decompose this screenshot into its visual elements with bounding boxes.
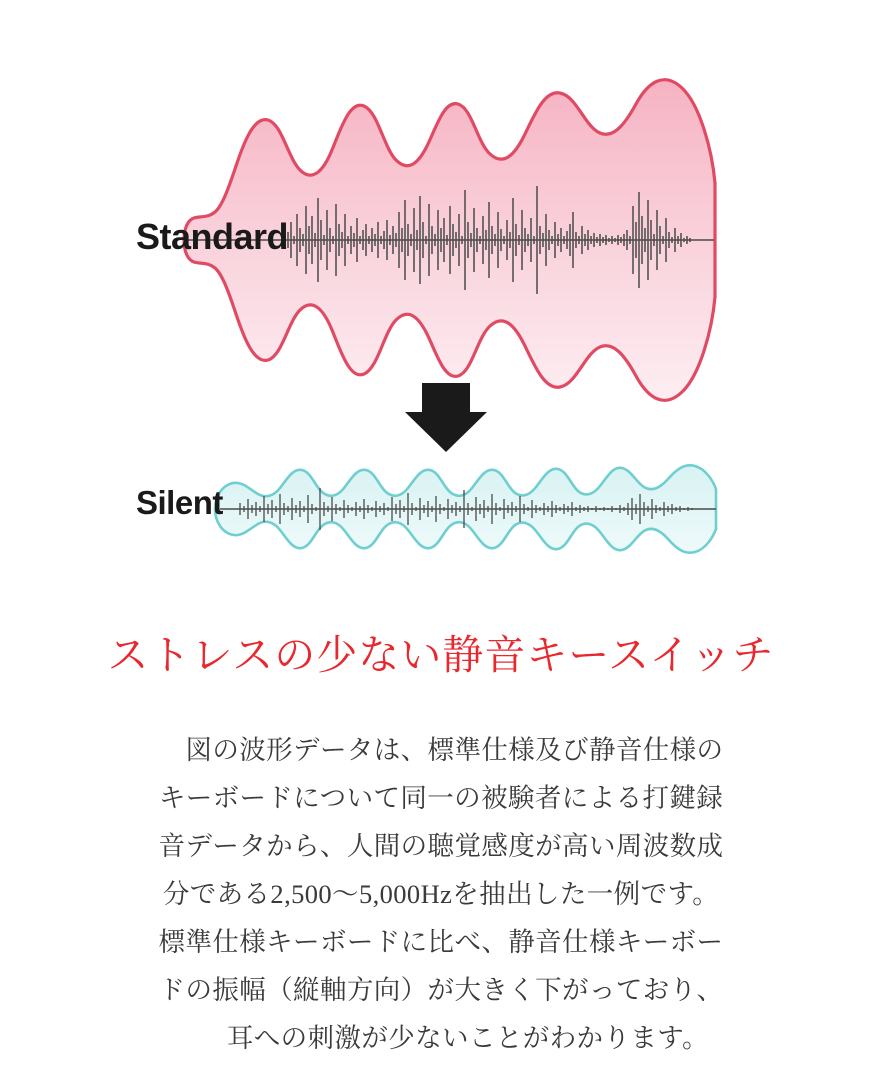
body-line: 音データから、人間の聴覚感度が高い周波数成 xyxy=(158,831,724,861)
body-line: 分である2,500〜5,000Hzを抽出した一例です。 xyxy=(162,879,720,909)
body-line: ドの振幅（縦軸方向）が大きく下がっており、 xyxy=(158,975,724,1005)
down-arrow-icon xyxy=(405,383,487,452)
section-heading: ストレスの少ない静音キースイッチ xyxy=(107,632,775,678)
body-line: 図の波形データは、標準仕様及び静音仕様の xyxy=(158,735,724,765)
body-text xyxy=(0,726,882,1062)
body-line: キーボードについて同一の被験者による打鍵録 xyxy=(158,783,724,813)
body-line: 耳への刺激が少ないことがわかります。 xyxy=(173,1023,709,1053)
body-line: 標準仕様キーボードに比べ、静音仕様キーボー xyxy=(158,927,724,957)
silent-series-label: Silent xyxy=(136,484,223,521)
standard-series-label: Standard xyxy=(136,216,289,257)
